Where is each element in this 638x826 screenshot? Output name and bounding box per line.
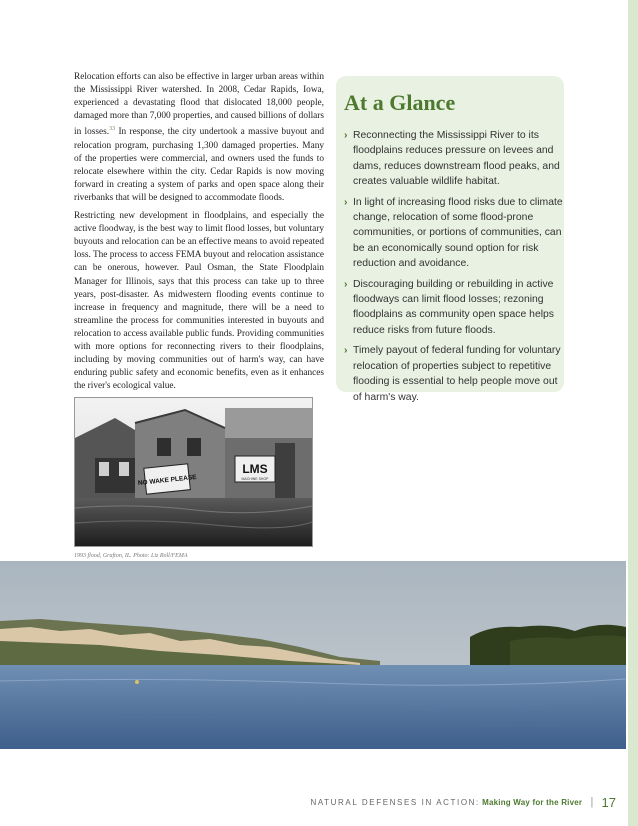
chevron-right-icon: › bbox=[344, 196, 348, 208]
machine-shop-sign-text: MACHINE SHOP bbox=[241, 477, 269, 481]
glance-item bbox=[344, 128, 564, 190]
glance-item-text: In light of increasing flood risks due to climate change, relocation of some flood-prone communities, or portions of communities, can be an economically sound option for risk reduction and avoidance. bbox=[353, 196, 563, 270]
footer-separator: | bbox=[590, 796, 594, 808]
lms-sign-text: LMS bbox=[242, 462, 268, 476]
page-number: 17 bbox=[601, 795, 616, 810]
chevron-right-icon: › bbox=[344, 345, 348, 357]
footer-title: Making Way for the River bbox=[482, 798, 583, 807]
river-bluffs-photo bbox=[0, 561, 626, 749]
flood-photo-image bbox=[75, 398, 312, 546]
footnote-ref: 33 bbox=[109, 126, 116, 133]
article-body bbox=[74, 71, 324, 398]
glance-item bbox=[344, 277, 564, 339]
glance-item-text: Reconnecting the Mississippi River to its floodplains reduces pressure on levees and dams, reduces downstream flood peaks, and creates valuable wildlife habitat. bbox=[353, 130, 560, 188]
page-edge-strip bbox=[628, 0, 638, 826]
at-a-glance-panel bbox=[336, 76, 564, 403]
glance-item bbox=[344, 195, 564, 272]
article-paragraph-2: Restricting new development in floodplains, and especially the active floodway, is the best way to limit flood losses, but voluntary buyouts and relocation can be an effective means to avoid repeated loss. The process to access FEMA buyout and relocation assistance can be onerous, however. Paul Osman, the State Floodplain Manager for Illinois, says that this process can take up to three years, post-disaster. As midwestern flooding events continue to increase in frequency and magnitude, there will be a need to streamline the process for communities interested in buyouts and relocation to access available public funds. Providing communities with more options for reconnecting rivers to their floodplains, including by moving communities out of harm's way, can have enduring public safety and economic benefits, even as it enhances the river's ecological value. bbox=[74, 211, 324, 392]
article-paragraph-1 bbox=[74, 71, 324, 205]
chevron-right-icon: › bbox=[344, 130, 348, 141]
flood-photo bbox=[74, 397, 313, 547]
paragraph-1-text: Relocation efforts can also be effective in larger urban areas within the Mississippi River watershed. In 2008, Cedar Rapids, Iowa, experienced a devastating flood that dislocated 18,000 people, damaged more than 7,000 properties, and caused billions of dollars in losses. bbox=[74, 72, 324, 138]
paragraph-1-text-cont: In response, the city undertook a massive buyout and relocation program, purchasing 1,300 damaged properties. Many of the properties were commercial, and owners used the funds to relocate elsewhere within the city. Cedar Rapids is now moving forward in creating a system of parks and open space along their riverbanks that will be designed to accommodate floods. bbox=[74, 127, 325, 203]
no-wake-sign-text: NO WAKE PLEASE bbox=[137, 473, 197, 488]
glance-item-text: Discouraging building or rebuilding in active floodways can limit flood losses; rezoning floodplains as community open space helps reduce risks from future floods. bbox=[353, 278, 555, 336]
at-a-glance-title: At a Glance bbox=[344, 90, 456, 115]
glance-item bbox=[344, 343, 564, 405]
page-footer bbox=[310, 795, 616, 810]
chevron-right-icon: › bbox=[344, 278, 348, 290]
glance-item-text: Timely payout of federal funding for voluntary relocation of properties subject to repetitive flooding is essential to help people move out of harm's way. bbox=[353, 345, 561, 403]
flood-photo-caption: 1993 flood, Grafton, IL. Photo: Liz Roll/FEMA bbox=[74, 553, 188, 559]
river-bluffs-image bbox=[0, 561, 626, 749]
at-a-glance-list bbox=[344, 128, 564, 405]
footer-series: NATURAL DEFENSES IN ACTION: bbox=[310, 798, 480, 807]
